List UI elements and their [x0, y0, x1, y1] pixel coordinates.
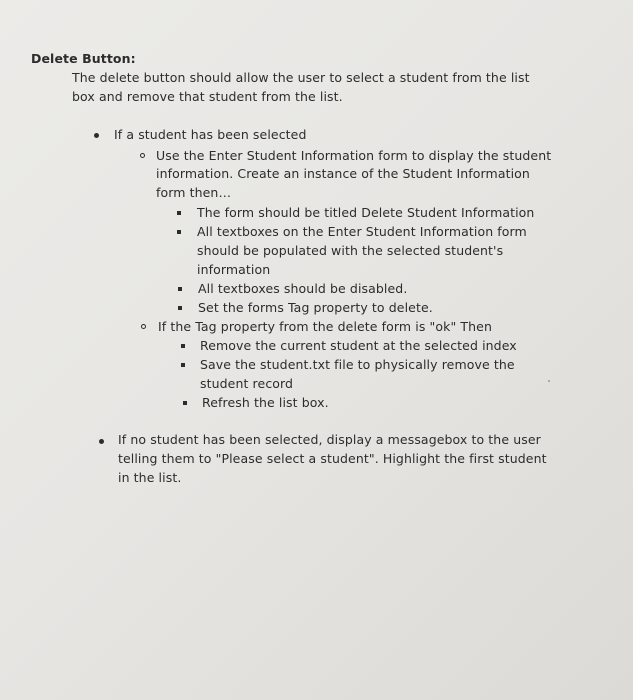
list-item: Set the forms Tag property to delete.	[198, 300, 433, 315]
list-item-continuation: information	[197, 262, 271, 277]
list-item-continuation: should be populated with the selected student's	[197, 243, 504, 258]
bullet-square-icon	[181, 363, 185, 367]
bullet-2-line-2: telling them to "Please select a student". Highlight the first student	[118, 451, 547, 466]
bullet-circle-icon	[141, 324, 146, 329]
list-item: Remove the current student at the selected index	[200, 338, 517, 353]
bullet-2-line-1: If no student has been selected, display a messagebox to the user	[118, 432, 541, 447]
bullet-square-icon	[178, 287, 182, 291]
bullet-square-icon	[178, 306, 182, 310]
intro-line-1: The delete button should allow the user to select a student from the list	[72, 70, 530, 85]
list-item: The form should be titled Delete Student Information	[197, 205, 535, 220]
list-item-continuation: student record	[200, 376, 294, 391]
sub-bullet-1-line-2: information. Create an instance of the Student Information	[156, 166, 530, 181]
section-heading: Delete Button:	[31, 51, 136, 66]
sub-bullet-1-line-3: form then…	[156, 185, 232, 200]
bullet-1-text: If a student has been selected	[114, 127, 307, 142]
list-item: Save the student.txt file to physically remove the	[200, 357, 515, 372]
bullet-dot-icon	[94, 133, 99, 138]
paper-speck	[548, 380, 550, 382]
bullet-square-icon	[177, 230, 181, 234]
bullet-square-icon	[181, 344, 185, 348]
sub-bullet-1-line-1: Use the Enter Student Information form to display the student	[156, 148, 552, 163]
bullet-dot-icon	[99, 439, 104, 444]
bullet-2-line-3: in the list.	[118, 470, 182, 485]
list-item: Refresh the list box.	[202, 395, 329, 410]
intro-line-2: box and remove that student from the list.	[72, 89, 343, 104]
bullet-square-icon	[177, 211, 181, 215]
list-item: All textboxes on the Enter Student Information form	[197, 224, 527, 239]
bullet-circle-icon	[140, 153, 145, 158]
list-item: All textboxes should be disabled.	[198, 281, 408, 296]
bullet-square-icon	[183, 401, 187, 405]
sub-bullet-2-line-1: If the Tag property from the delete form is "ok" Then	[158, 319, 492, 334]
